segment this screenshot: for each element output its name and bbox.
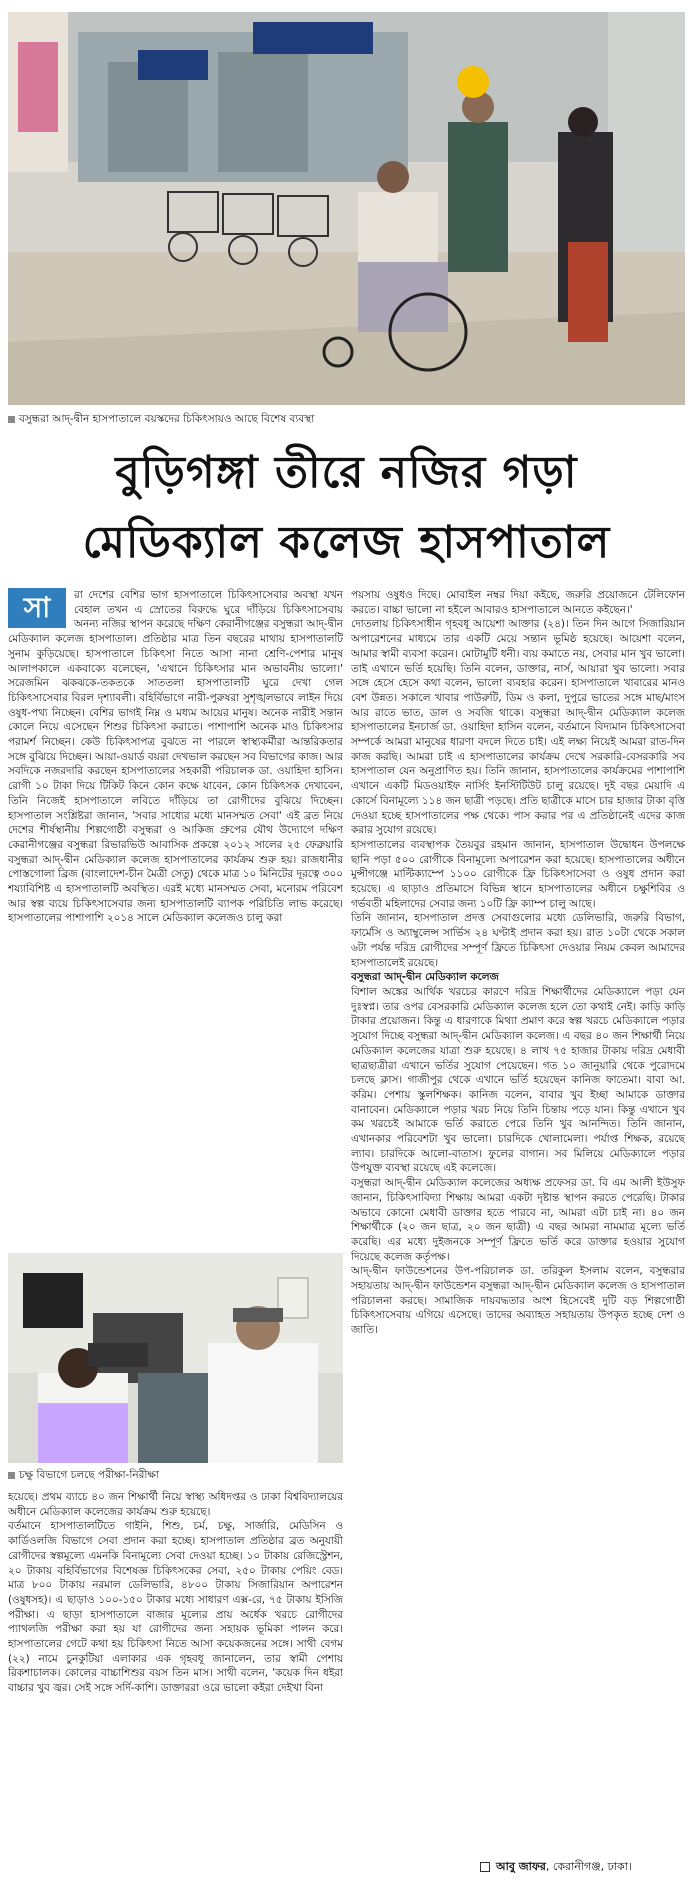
paragraph: হয়েছে। প্রথম ব্যাচে ৪০ জন শিক্ষার্থী নিয়ে স্বাস্থ্য অধিদপ্তর ও ঢাকা বিশ্ববিদ্যালয়ের অধীনে মেডিক্যাল কলেজের কার্যক্রম শুরু হয়েছে। [8,1491,343,1518]
hospital-lobby-illustration [8,12,685,405]
caption-square-icon [8,416,15,423]
paragraph: বিশাল অঙ্কের আর্থিক খরচের কারণে দরিদ্র শিক্ষার্থীদের মেডিক্যালে পড়া যেন দুঃস্বপ্ন। তার ওপর বেসরকারি মেডিক্যাল কলেজ হলে তো কথাই নেই। কাড়ি কাড়ি টাকার প্রয়োজন। কিন্তু এ ধারণাকে মিথ্যা প্রমাণ করে স্বল্প খরচে মেডিক্যালে পড়ার সুযোগ দিচ্ছে বসুন্ধরা আদ্-দ্বীন মেডিক্যাল কলেজ। এ বছর ৪০ জন শিক্ষার্থী নিয়ে মেডিক্যাল কলেজের যাত্রা শুরু হয়েছে। ৪ লাখ ৭৫ হাজার টাকায় দরিদ্র মেধাবী ছাত্রছাত্রীরা এখানে ভর্তির সুযোগ পেয়েছেন। গত ১০ জানুয়ারি থেকে পুরোদমে চলছে ক্লাস। গাজীপুর থেকে এখানে ভর্তি হয়েছেন কানিজ ফাতেমা। বাবা আ. করিম। পেশায় স্কুলশিক্ষক। কানিজ বলেন, বাবার খুব ইচ্ছা আমাকে ডাক্তার বানাবেন। মেডিক্যালে পড়ার খরচ নিয়ে তিনি চিন্তায় পড়ে যান। কিন্তু এখানে খুব কম খরচেই আমাকে ভর্তি করাতে পেরে তিনি খুব আনন্দিত। তিনি জানান, এখানকার পরিবেশটা খুব ভালো। চারদিকে খোলামেলা। পর্যাপ্ত শিক্ষক, রয়েছে ল্যাব। চারদিকে আলো-বাতাস। ফুলের বাগান। সব মিলিয়ে মেডিক্যালে পড়ার উপযুক্ত ব্যবস্থা রয়েছে এই কলেজে। [351,985,685,1175]
paragraph: দোতলায় চিকিৎসাধীন গৃহবধূ আয়েশা আক্তার (২৪)। তিন দিন আগে সিজারিয়ান অপারেশনের মাধ্যমে তার একটি মেয়ে সন্তান ভূমিষ্ঠ হয়েছে। আয়েশা বলেন, আমার স্বামী ব্যবসা করেন। মোটামুটি ধনী। ব্যয় কমাতে নয়, সেবার মান খুব ভালো। তাই এখানে ভর্তি হয়েছি। তিনি বলেন, ডাক্তার, নার্স, আয়ারা খুব ভালো। সবার সঙ্গে হেসে হেসে কথা বলেন, ভালো ব্যবহার করেন। হাসপাতালে খাবারের মানও বেশ উন্নত। সকালে খাবার পাউরুটি, ডিম ও কলা, দুপুরে ভাতের সঙ্গে মাছ/মাংস আর রাতে ভাত, ডাল ও সবজি থাকে। বসুন্ধরা আদ্-দ্বীন মেডিক্যাল কলেজ হাসপাতালের ইনচার্জ ডা. ওয়াহিদা হাসিন বলেন, বর্তমানে বিদ্যমান চিকিৎসাসেবা সম্পর্কে আমরা মানুষের ধারণা বদলে দিতে চাই। এই লক্ষ্য নিয়েই আমরা রাত-দিন কাজ করছি। আমরা চাই এ হাসপাতালের কার্যক্রম দেখে সরকারি-বেসরকারি সব হাসপাতাল যেন অনুপ্রাণিত হয়। তিনি জানান, হাসপাতালের কার্যক্রমের পাশাপাশি এখানে একটি মিডওয়াইফ নার্সিং ইনস্টিটিউট চালু রয়েছে। দুই বছর মেয়াদি এ কোর্সে বিনামূল্যে ১১৪ জন ছাত্রী পড়ছে। প্রতি ছাত্রীকে মাসে চার হাজার টাকা বৃত্তি দেওয়া হচ্ছে হাসপাতালের পক্ষ থেকে। পাস করার পর এ প্রতিষ্ঠানেই এদের কাজ করার সুযোগ রয়েছে। [351,618,685,837]
column-1-bottom [8,1490,343,1882]
column-2 [351,588,685,1853]
dropcap: সা [8,588,66,628]
paragraph: তিনি জানান, হাসপাতাল প্রদত্ত সেবাগুলোর মধ্যে ডেলিভারি, জরুরি বিভাগ, ফার্মেসি ও অ্যাম্বুলেন্স সার্ভিস ২৪ ঘণ্টাই প্রদান করা হয়। রাত ১০টা থেকে সকাল ৬টা পর্যন্ত দরিদ্র রোগীদের সম্পূর্ণ ফ্রিতে চিকিৎসা দেওয়ার নিয়ম কেবল আমাদের হাসপাতালেই রয়েছে। [351,912,685,969]
byline-name: আবু জাফর [496,1860,546,1873]
top-photo-caption: বসুন্ধরা আদ্-দ্বীন হাসপাতালে বয়স্কদের চিকিৎসায়ও আছে বিশেষ ব্যবস্থা [8,412,685,426]
byline [480,1858,632,1877]
byline-box-icon [480,1862,490,1872]
paragraph: বর্তমানে হাসপাতালটিতে গাইনি, শিশু, চর্ম, চক্ষু, সার্জারি, মেডিসিন ও কার্ডিওলজি বিভাগে সেবা প্রদান করা হচ্ছে। হাসপাতাল প্রতিষ্ঠার ব্রত অনুযায়ী রোগীদের স্বল্পমূল্যে এমনকি বিনামূল্যে সেবা দেওয়া হচ্ছে। ১০ টাকায় রেজিস্ট্রেশন, ২০ টাকায় বহির্বিভাগের বিশেষজ্ঞ চিকিৎসকের সেবা, ২৫০ টাকায় পেয়িং বেড। মাত্র ৮০০ টাকায় নরমাল ডেলিভারি, ৪৮০০ টাকায় সিজারিয়ান অপারেশন (ওষুধসহ)। এ ছাড়াও ১০০-১৫০ টাকার মধ্যে সাধারণ এক্স-রে, ৭৫ টাকায় ইসিজি পরীক্ষা। এ ছাড়া হাসপাতালে বাজার মূল্যের প্রায় অর্ধেক খরচে রোগীদের প্যাথলজি পরীক্ষা করা হয় যা রোগীদের জন্য সহায়ক ভূমিকা পালন করে। হাসপাতালের গেটে কথা হয় চিকিৎসা নিতে আসা কয়েকজনের সঙ্গে। সাথী বেগম (২২) নামে চুনকুটিয়া এলাকার এক গৃহবধূ জানালেন, তার স্বামী পেশায় রিকশাচালক। কোলের বাচ্চাশিশুর বয়স তিন মাস। সাথী বলেন, 'কয়েক দিন ধইরা বাচ্চার খুব জ্বর। সেই সঙ্গে সর্দি-কাশি। ডাক্তাররা ওরে ভালো কইরা দেইখা বিনা [8,1520,343,1695]
top-photo-hospital-lobby [8,12,685,405]
caption-square-icon [8,1472,15,1479]
intro-paragraph: রা দেশের বেশির ভাগ হাসপাতালে চিকিৎসাসেবার অবস্থা যখন বেহাল তখন এ স্রোতের বিরুদ্ধে ঘুরে দাঁড়িয়ে চিকিৎসাসেবায় অনন্য নজির স্থাপন করেছে দক্ষিণ কেরানীগঞ্জের বসুন্ধরা আদ্-দ্বীন মেডিক্যাল কলেজ হাসপাতাল। প্রতিষ্ঠার মাত্র তিন বছরের মাথায় হাসপাতালটি সুনাম কুড়িয়েছে। হাসপাতালে চিকিৎসা নিতে আসা নানা শ্রেণি-পেশার মানুষ আলাপকালে একবাক্যে বলেছেন, 'এখানে চিকিৎসার মান অভাবনীয় ভালো।' সরেজমিন ঝকঝকে-তকতকে সাততলা হাসপাতালটি ঘুরে দেখা গেল চিকিৎসাসেবার বিরল দৃশ্যাবলী। বহির্বিভাগে নারী-পুরুষরা সুশৃঙ্খলভাবে লাইন দিয়ে ওষুধ-পথ্য নিচ্ছেন। বেশির ভাগই নিম্ন ও মধ্যম আয়ের মানুষ। অনেক নারীই সন্তান কোলে নিয়ে এসেছেন শিশুর চিকিৎসা করাতে। পাশাপাশি অনেক মাও চিকিৎসার পরামর্শ নিচ্ছেন। কেউ চিকিৎসাপত্র বুঝতে না পারলে স্বাস্থ্যকর্মীরা আন্তরিকতার সঙ্গে বুঝিয়ে দিচ্ছেন। আয়া-ওয়ার্ড বয়রা দেখভাল করছেন সব বিভাগের কাজ। আর সবদিকে নজরদারি করছেন হাসপাতালের সহকারী পরিচালক ডা. ওয়াহিদা হাসিন। রোগী ১০ টাকা দিয়ে টিকিট কিনে কোন কক্ষে যাবেন, কোন চিকিৎসক দেখাবেন, তিনি নিজেই হাসপাতালে লবিতে দাঁড়িয়ে তা রোগীদের বুঝিয়ে দিচ্ছেন। হাসপাতাল সংশ্লিষ্টরা জানান, 'সবার সাধ্যের মধ্যে মানসম্মত সেবা' এই ব্রত নিয়ে দেশের শীর্ষস্থানীয় শিল্পগোষ্ঠী বসুন্ধরা ও আকিজ গ্রুপের যৌথ উদ্যোগে দক্ষিণ কেরানীগঞ্জের বসুন্ধরা রিভারভিউ আবাসিক প্রকল্পে ২০১২ সালের ২৫ ফেব্রুয়ারি বসুন্ধরা আদ্-দ্বীন মেডিক্যাল কলেজ হাসপাতালের কার্যক্রম শুরু হয়। রাজধানীর পোস্তগোলা ব্রিজ (বাংলাদেশ-চীন মৈত্রী সেতু) থেকে মাত্র ১০ মিনিটের দূরত্বে ৩০০ শয্যাবিশিষ্ট এ হাসপাতালটি অবস্থিত। এরই মধ্যে মানসম্মত সেবা, মনোরম পরিবেশ আর স্বল্প ব্যয়ে চিকিৎসাসেবার জন্য হাসপাতালটি ব্যাপক পরিচিতি লাভ করেছে। হাসপাতালের পাশাপাশি ২০১৪ সালে মেডিক্যাল কলেজও চালু করা [8,589,343,925]
paragraph: হাসপাতালের ব্যবস্থাপক তৈয়বুর রহমান জানান, হাসপাতাল উদ্বোধন উপলক্ষে ছানি পড়া ৫০০ রোগীকে বিনামূল্যে অপারেশন করা হয়েছে। হাসপাতালের অধীনে মুন্সীগঞ্জে মাল্টিক্যাম্পে ১১০০ রোগীকে ফ্রি চিকিৎসাসেবা ও ওষুধ প্রদান করা হয়েছে। এ ছাড়াও প্রতিমাসে বিভিন্ন স্থানে হাসপাতালের অধীনে চক্ষুশিবির ও গর্ভবতী মহিলাদের সেবার জন্য ১০টি ফ্রি ক্যাম্প চালু আছে। [351,838,685,910]
column-1-intro [8,588,343,1250]
paragraph: বসুন্ধরা আদ্-দ্বীন মেডিক্যাল কলেজের অধ্যক্ষ প্রফেসর ডা. বি এম আলী ইউসুফ জানান, চিকিৎসাবিদ্যা শিক্ষায় আমরা একটা দৃষ্টান্ত স্থাপন করতে পেরেছি। টাকার অভাবে কোনো মেধাবী ডাক্তার হতে পারবে না, আমরা এটা চাই না। ৪০ জন শিক্ষার্থীকে (২০ জন ছাত্র, ২০ জন ছাত্রী) এ বছর আমরা নামমাত্র মূল্যে ভর্তি করেছি। এর মধ্যে দুইজনকে সম্পূর্ণ ফ্রিতে ভর্তি করে ডাক্তার হওয়ার সুযোগ দিয়েছে কলেজ কর্তৃপক্ষ। [351,1177,685,1263]
eye-exam-illustration [8,1253,343,1463]
eye-exam-photo [8,1253,343,1463]
paragraph: আদ্-দ্বীন ফাউন্ডেশনের উপ-পরিচালক ডা. তরিকুল ইসলাম বলেন, বসুন্ধরার সহায়তায় আদ্-দ্বীন ফাউন্ডেশন বসুন্ধরা আদ্-দ্বীন মেডিক্যাল কলেজ ও হাসপাতাল পরিচালনা করছে। সামাজিক দায়বদ্ধতার অংশ হিসেবেই দুটি বড় শিল্পগোষ্ঠী চিকিৎসাসেবায় এগিয়ে এসেছে। তাদের অব্যাহত সহায়তায় উপকৃত হচ্ছে দেশ ও জাতি। [351,1265,685,1337]
byline-place: , কেরানীগঞ্জ, ঢাকা। [545,1860,632,1873]
headline-line-2: মেডিক্যাল কলেজ হাসপাতাল [82,517,611,568]
headline-line-1: বুড়িগঙ্গা তীরে নজির গড়া [115,447,578,498]
eye-photo-caption: চক্ষু বিভাগে চলছে পরীক্ষা-নিরীক্ষা [8,1468,343,1482]
subheading: বসুন্ধরা আদ্-দ্বীন মেডিক্যাল কলেজ [351,971,499,984]
paragraph: পয়সায় ওষুধও দিছে। মোবাইল নম্বর দিয়া কইছে, জরুরি প্রয়োজনে টেলিফোন করতে। বাচ্চা ভালো না হইলে আবারও হাসপাতালে আনতে কইছেন।' [351,589,685,616]
